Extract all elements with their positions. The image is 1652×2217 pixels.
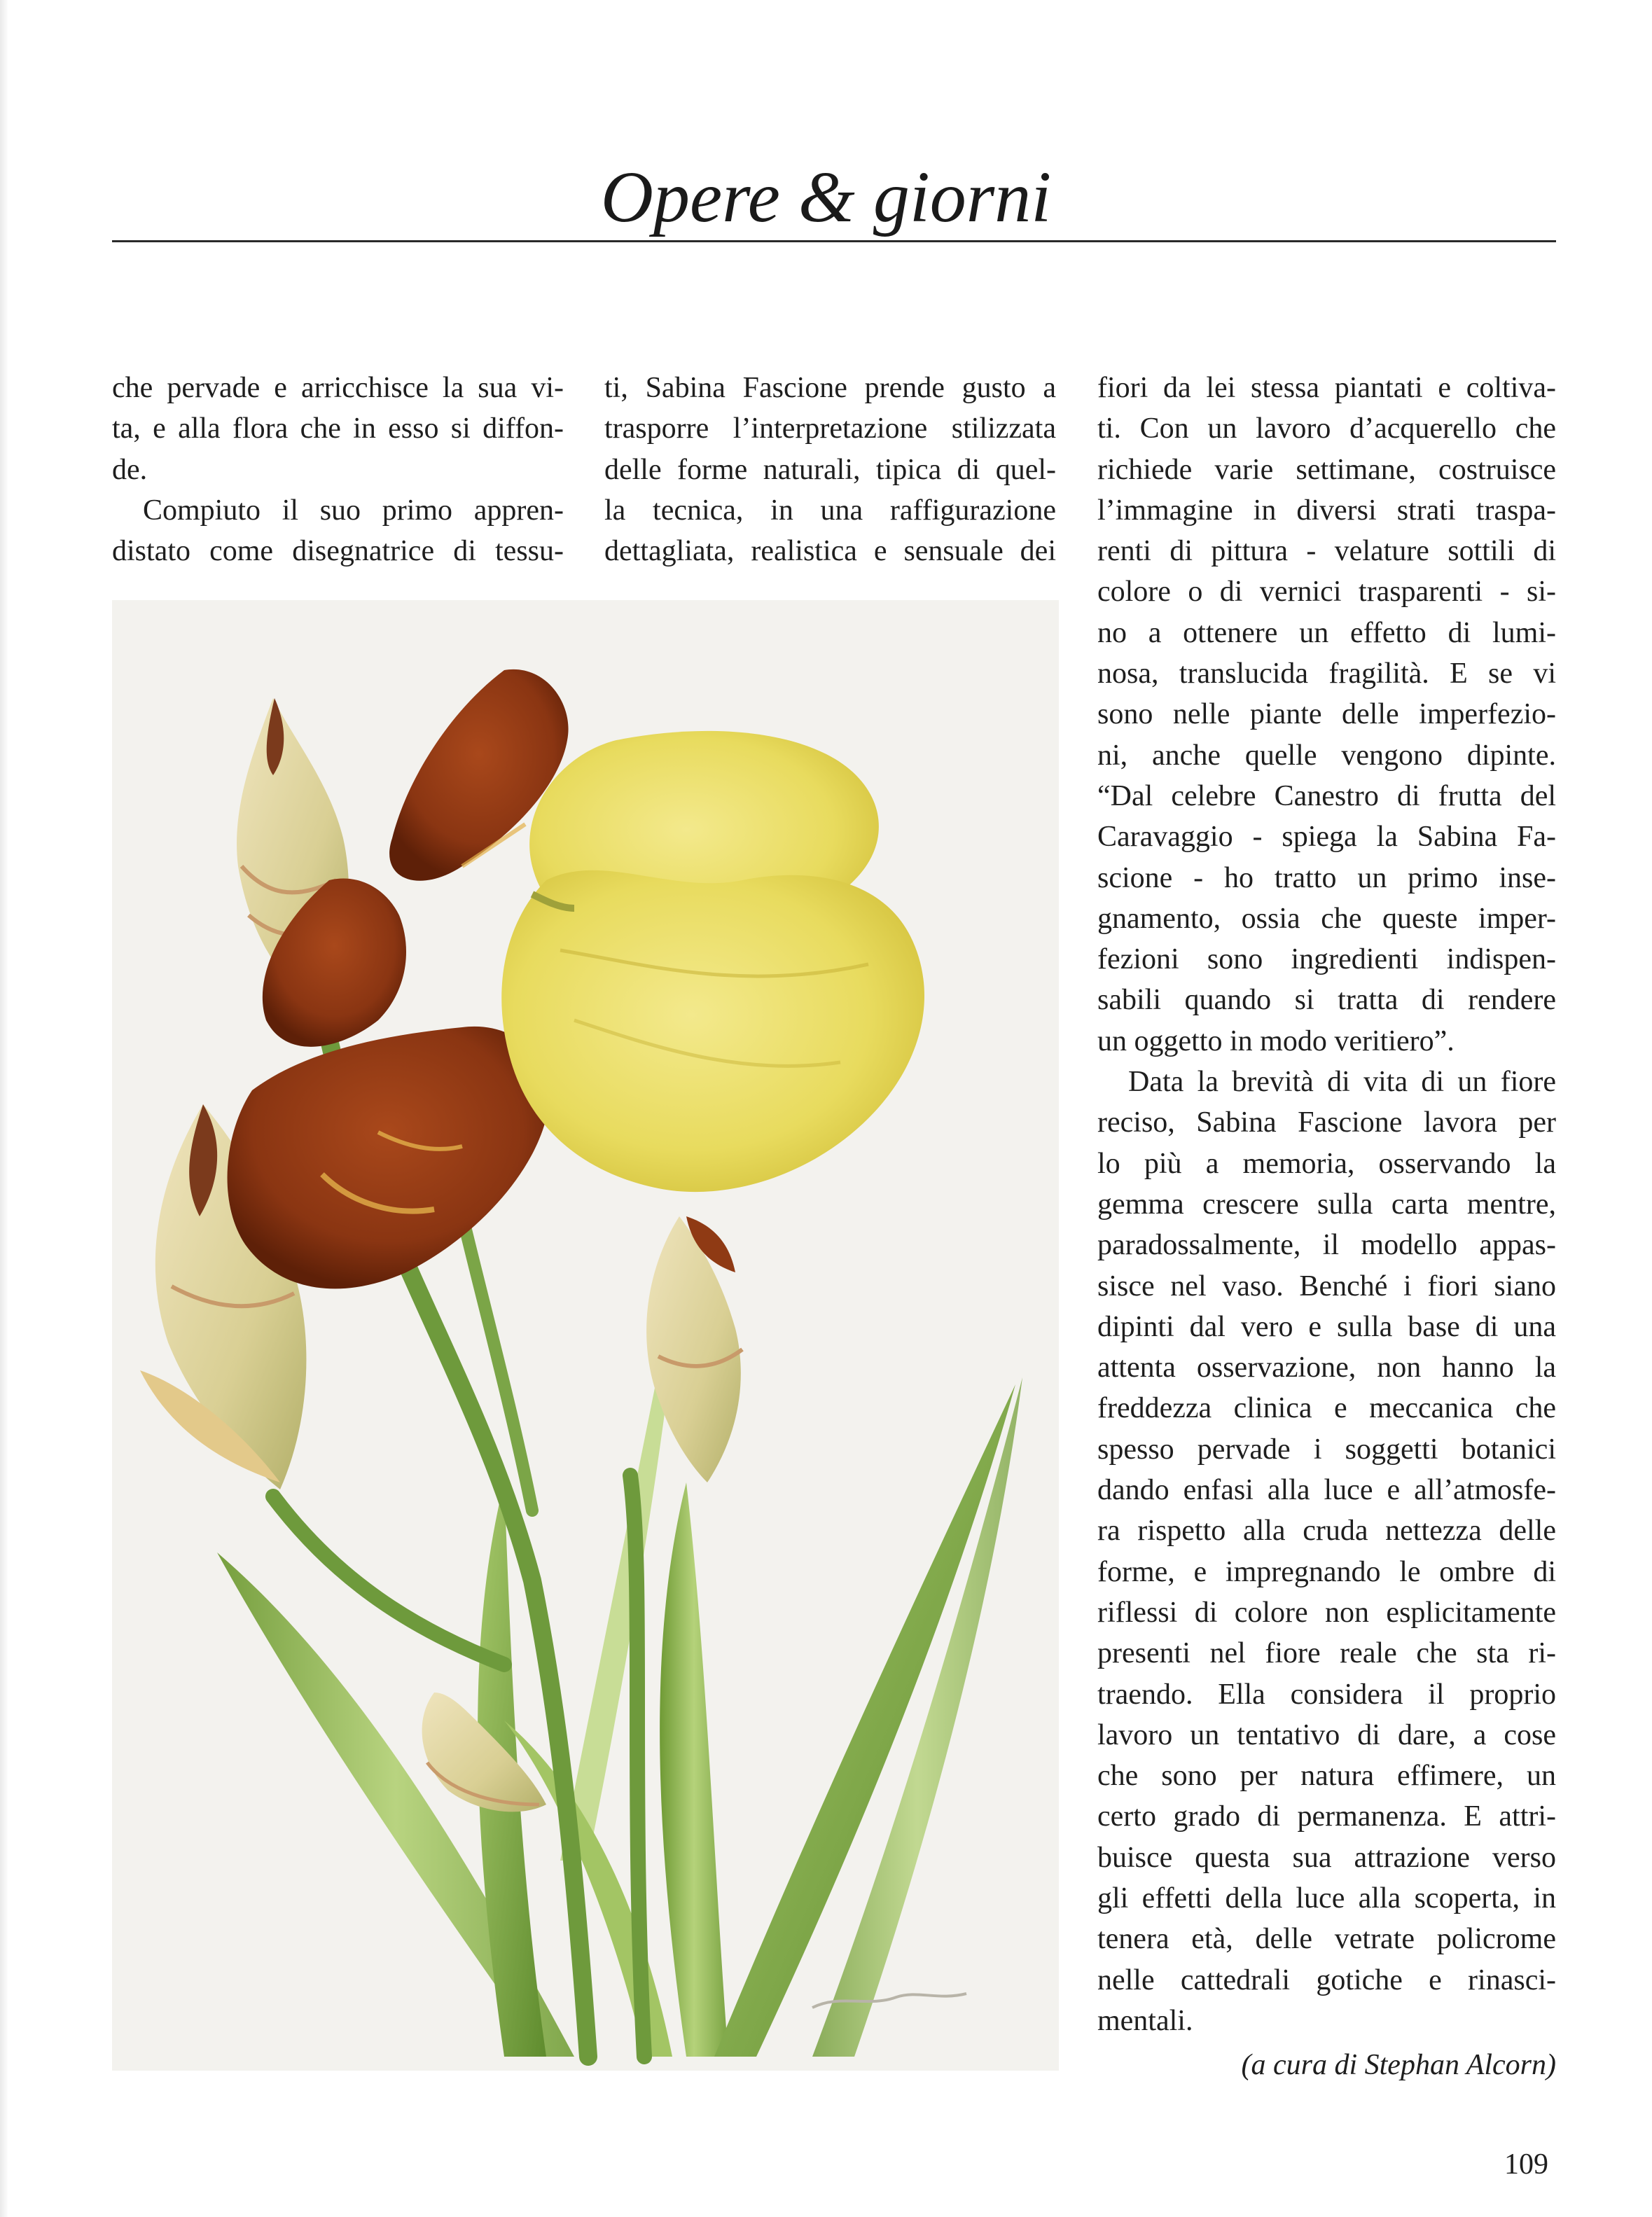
text-line: delle forme naturali, tipica di quel-	[604, 453, 1056, 486]
text-line: ra rispetto alla cruda nettezza delle	[1097, 1515, 1556, 1548]
iris-illustration	[112, 600, 1059, 2071]
text-line: ti. Con un lavoro d’acquerello che	[1097, 412, 1556, 445]
text-column-3	[1097, 368, 1556, 2041]
text-line: sono nelle piante delle imperfezio-	[1097, 698, 1556, 731]
text-line: richiede varie settimane, costruisce	[1097, 453, 1556, 486]
text-line: lo più a memoria, osservando la	[1097, 1147, 1556, 1180]
text-line: fiori da lei stessa piantati e coltiva-	[1097, 372, 1556, 404]
text-line: freddezza clinica e meccanica che	[1097, 1392, 1556, 1425]
text-line: “Dal celebre Canestro di frutta del	[1097, 779, 1556, 812]
text-line: dipinti dal vero e sulla base di una	[1097, 1310, 1556, 1343]
text-line: nosa, translucida fragilità. E se vi	[1097, 658, 1556, 690]
text-column-2	[604, 368, 1056, 571]
text-line: la tecnica, in una raffigurazione	[604, 494, 1056, 527]
page-number: 109	[1504, 2148, 1548, 2181]
text-line: spesso pervade i soggetti botanici	[1097, 1433, 1556, 1466]
text-line: Caravaggio - spiega la Sabina Fa-	[1097, 821, 1556, 854]
text-line: attenta osservazione, non hanno la	[1097, 1351, 1556, 1384]
text-line: reciso, Sabina Fascione lavora per	[1097, 1106, 1556, 1139]
text-line: renti di pittura - velature sottili di	[1097, 535, 1556, 568]
page-title: Opere & giorni	[600, 157, 1052, 237]
text-line: ni, anche quelle vengono dipinte.	[1097, 739, 1556, 772]
text-line: no a ottenere un effetto di lumi-	[1097, 616, 1556, 649]
text-line: sisce nel vaso. Benché i fiori siano	[1097, 1270, 1556, 1302]
text-line: scione - ho tratto un primo inse-	[1097, 861, 1556, 894]
text-column-1	[112, 368, 564, 571]
text-line: distato come disegnatrice di tessu-	[112, 535, 564, 568]
text-line: fezioni sono ingredienti indispen-	[1097, 943, 1556, 976]
page-edge-shadow	[0, 0, 8, 2217]
text-line: riflessi di colore non esplicitamente	[1097, 1596, 1556, 1629]
text-line: de.	[112, 453, 148, 486]
text-line: Compiuto il suo primo appren-	[143, 494, 564, 527]
text-line: dando enfasi alla luce e all’atmosfe-	[1097, 1474, 1556, 1507]
text-line: un oggetto in modo veritiero”.	[1097, 1024, 1455, 1057]
text-line: ti, Sabina Fascione prende gusto a	[604, 372, 1056, 404]
text-line: sabili quando si tratta di rendere	[1097, 984, 1556, 1017]
text-line: che sono per natura effimere, un	[1097, 1760, 1556, 1793]
iris-painting	[112, 600, 1059, 2071]
text-line: che pervade e arricchisce la sua vi-	[112, 372, 564, 404]
text-line: buisce questa sua attrazione verso	[1097, 1841, 1556, 1874]
text-line: traendo. Ella considera il proprio	[1097, 1678, 1556, 1711]
text-line: Data la brevità di vita di un fiore	[1128, 1066, 1556, 1099]
text-line: gli effetti della luce alla scoperta, in	[1097, 1882, 1556, 1914]
article-credit: (a cura di Stephan Alcorn)	[1241, 2049, 1556, 2081]
text-line: l’immagine in diversi strati traspa-	[1097, 494, 1556, 527]
text-line: dettagliata, realistica e sensuale dei	[604, 535, 1056, 568]
text-line: certo grado di permanenza. E attri-	[1097, 1800, 1556, 1833]
iris-yellow-petals	[501, 731, 924, 1192]
text-line: gemma crescere sulla carta mentre,	[1097, 1188, 1556, 1221]
text-line: nelle cattedrali gotiche e rinasci-	[1097, 1964, 1556, 1996]
text-line: ta, e alla flora che in esso si diffon-	[112, 412, 564, 445]
header-rule	[112, 240, 1556, 242]
text-line: paradossalmente, il modello appas-	[1097, 1229, 1556, 1262]
text-line: trasporre l’interpretazione stilizzata	[604, 412, 1056, 445]
text-line: forme, e impregnando le ombre di	[1097, 1555, 1556, 1588]
text-line: mentali.	[1097, 2004, 1193, 2037]
text-line: lavoro un tentativo di dare, a cose	[1097, 1718, 1556, 1751]
text-line: presenti nel fiore reale che sta ri-	[1097, 1637, 1556, 1670]
text-line: gnamento, ossia che queste imper-	[1097, 902, 1556, 935]
text-line: tenera età, delle vetrate policrome	[1097, 1923, 1556, 1956]
text-line: colore o di vernici trasparenti - si-	[1097, 576, 1556, 609]
